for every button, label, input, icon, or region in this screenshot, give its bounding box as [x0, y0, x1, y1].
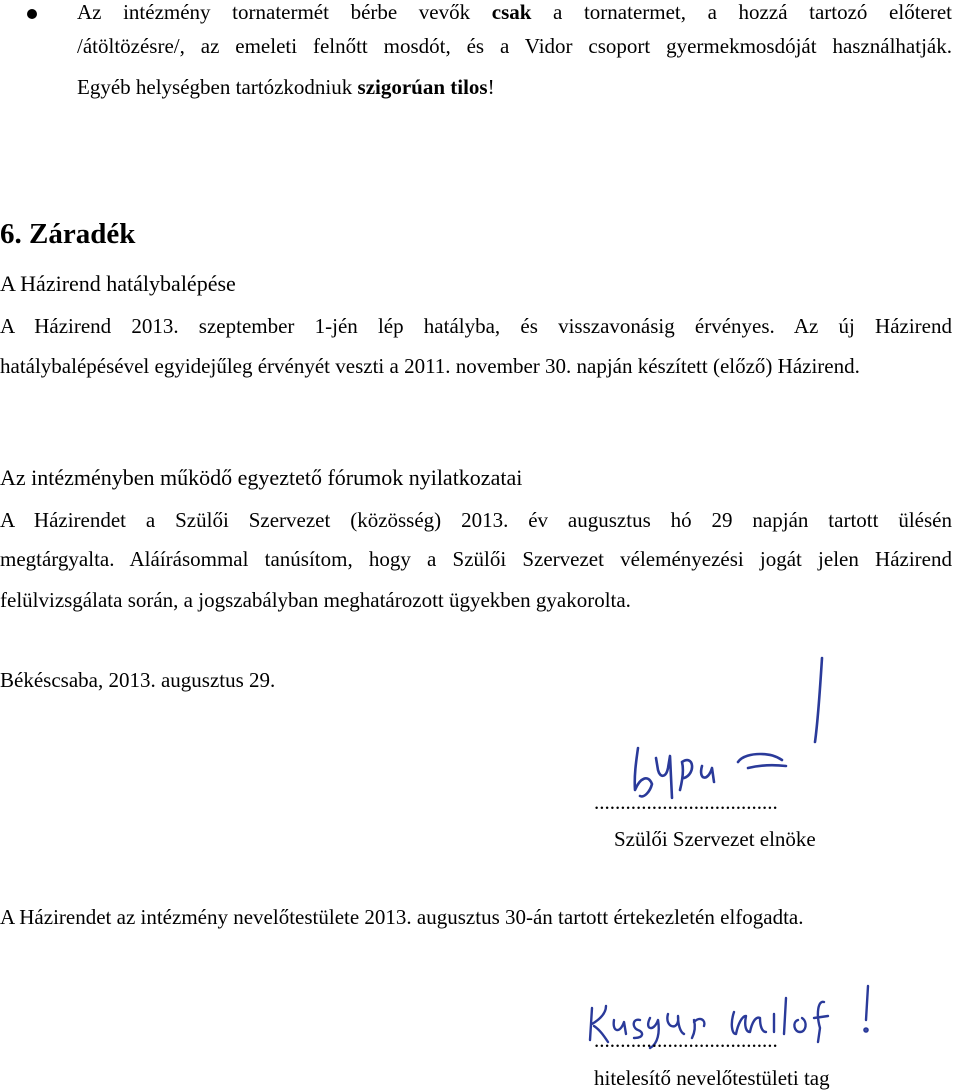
section-heading: 6. Záradék	[0, 218, 136, 250]
place-date: Békéscsaba, 2013. augusztus 29.	[0, 668, 276, 692]
section-paragraph-line-1: A Házirend 2013. szeptember 1-jén lép hatályba, és visszavonásig érvényes. Az új Házirend	[0, 314, 952, 338]
bullet-icon	[27, 9, 37, 19]
forum-paragraph-line-3: felülvizsgálata során, a jogszabályban meghatározott ügyekben gyakorolta.	[0, 588, 631, 612]
forum-paragraph-line-1: A Házirendet a Szülői Szervezet (közösség) 2013. év augusztus hó 29 napján tartott ülésén	[0, 508, 952, 532]
bullet-line-3	[77, 75, 960, 100]
signature-dots: ...................................	[594, 1028, 778, 1052]
bullet-bold-text: szigorúan tilos	[357, 75, 488, 99]
bullet-text: a tornatermet, a hozzá tartozó előteret	[553, 0, 952, 24]
bullet-bold-text: csak	[491, 0, 532, 24]
signature-caption: Szülői Szervezet elnöke	[614, 827, 816, 851]
signature-caption: hitelesítő nevelőtestületi tag	[594, 1066, 830, 1090]
section-paragraph-line-2: hatálybalépésével egyidejűleg érvényét veszti a 2011. november 30. napján készített (előző) Házirend.	[0, 354, 860, 378]
section-subheading: A Házirend hatálybalépése	[0, 271, 236, 296]
bullet-text: Egyéb helységben tartózkodniuk	[77, 75, 353, 99]
forum-paragraph-line-2: megtárgyalta. Aláírásommal tanúsítom, hogy a Szülői Szervezet véleményezési jogát jelen Házirend	[0, 547, 952, 571]
bullet-list-item	[0, 0, 960, 100]
bullet-line-2: /átöltözésre/, az emeleti felnőtt mosdót, és a Vidor csoport gyermekmosdóját használhatják.	[77, 34, 952, 58]
bullet-text: !	[487, 75, 495, 99]
forum-heading: Az intézményben működő egyeztető fórumok nyilatkozatai	[0, 465, 523, 490]
bullet-line-1	[77, 0, 952, 25]
bullet-text: Az intézmény tornatermét bérbe vevők	[77, 0, 471, 24]
signature-dots: ...................................	[594, 790, 778, 814]
staff-statement: A Házirendet az intézmény nevelőtestülete 2013. augusztus 30-án tartott értekezletén elfogadta.	[0, 905, 804, 929]
